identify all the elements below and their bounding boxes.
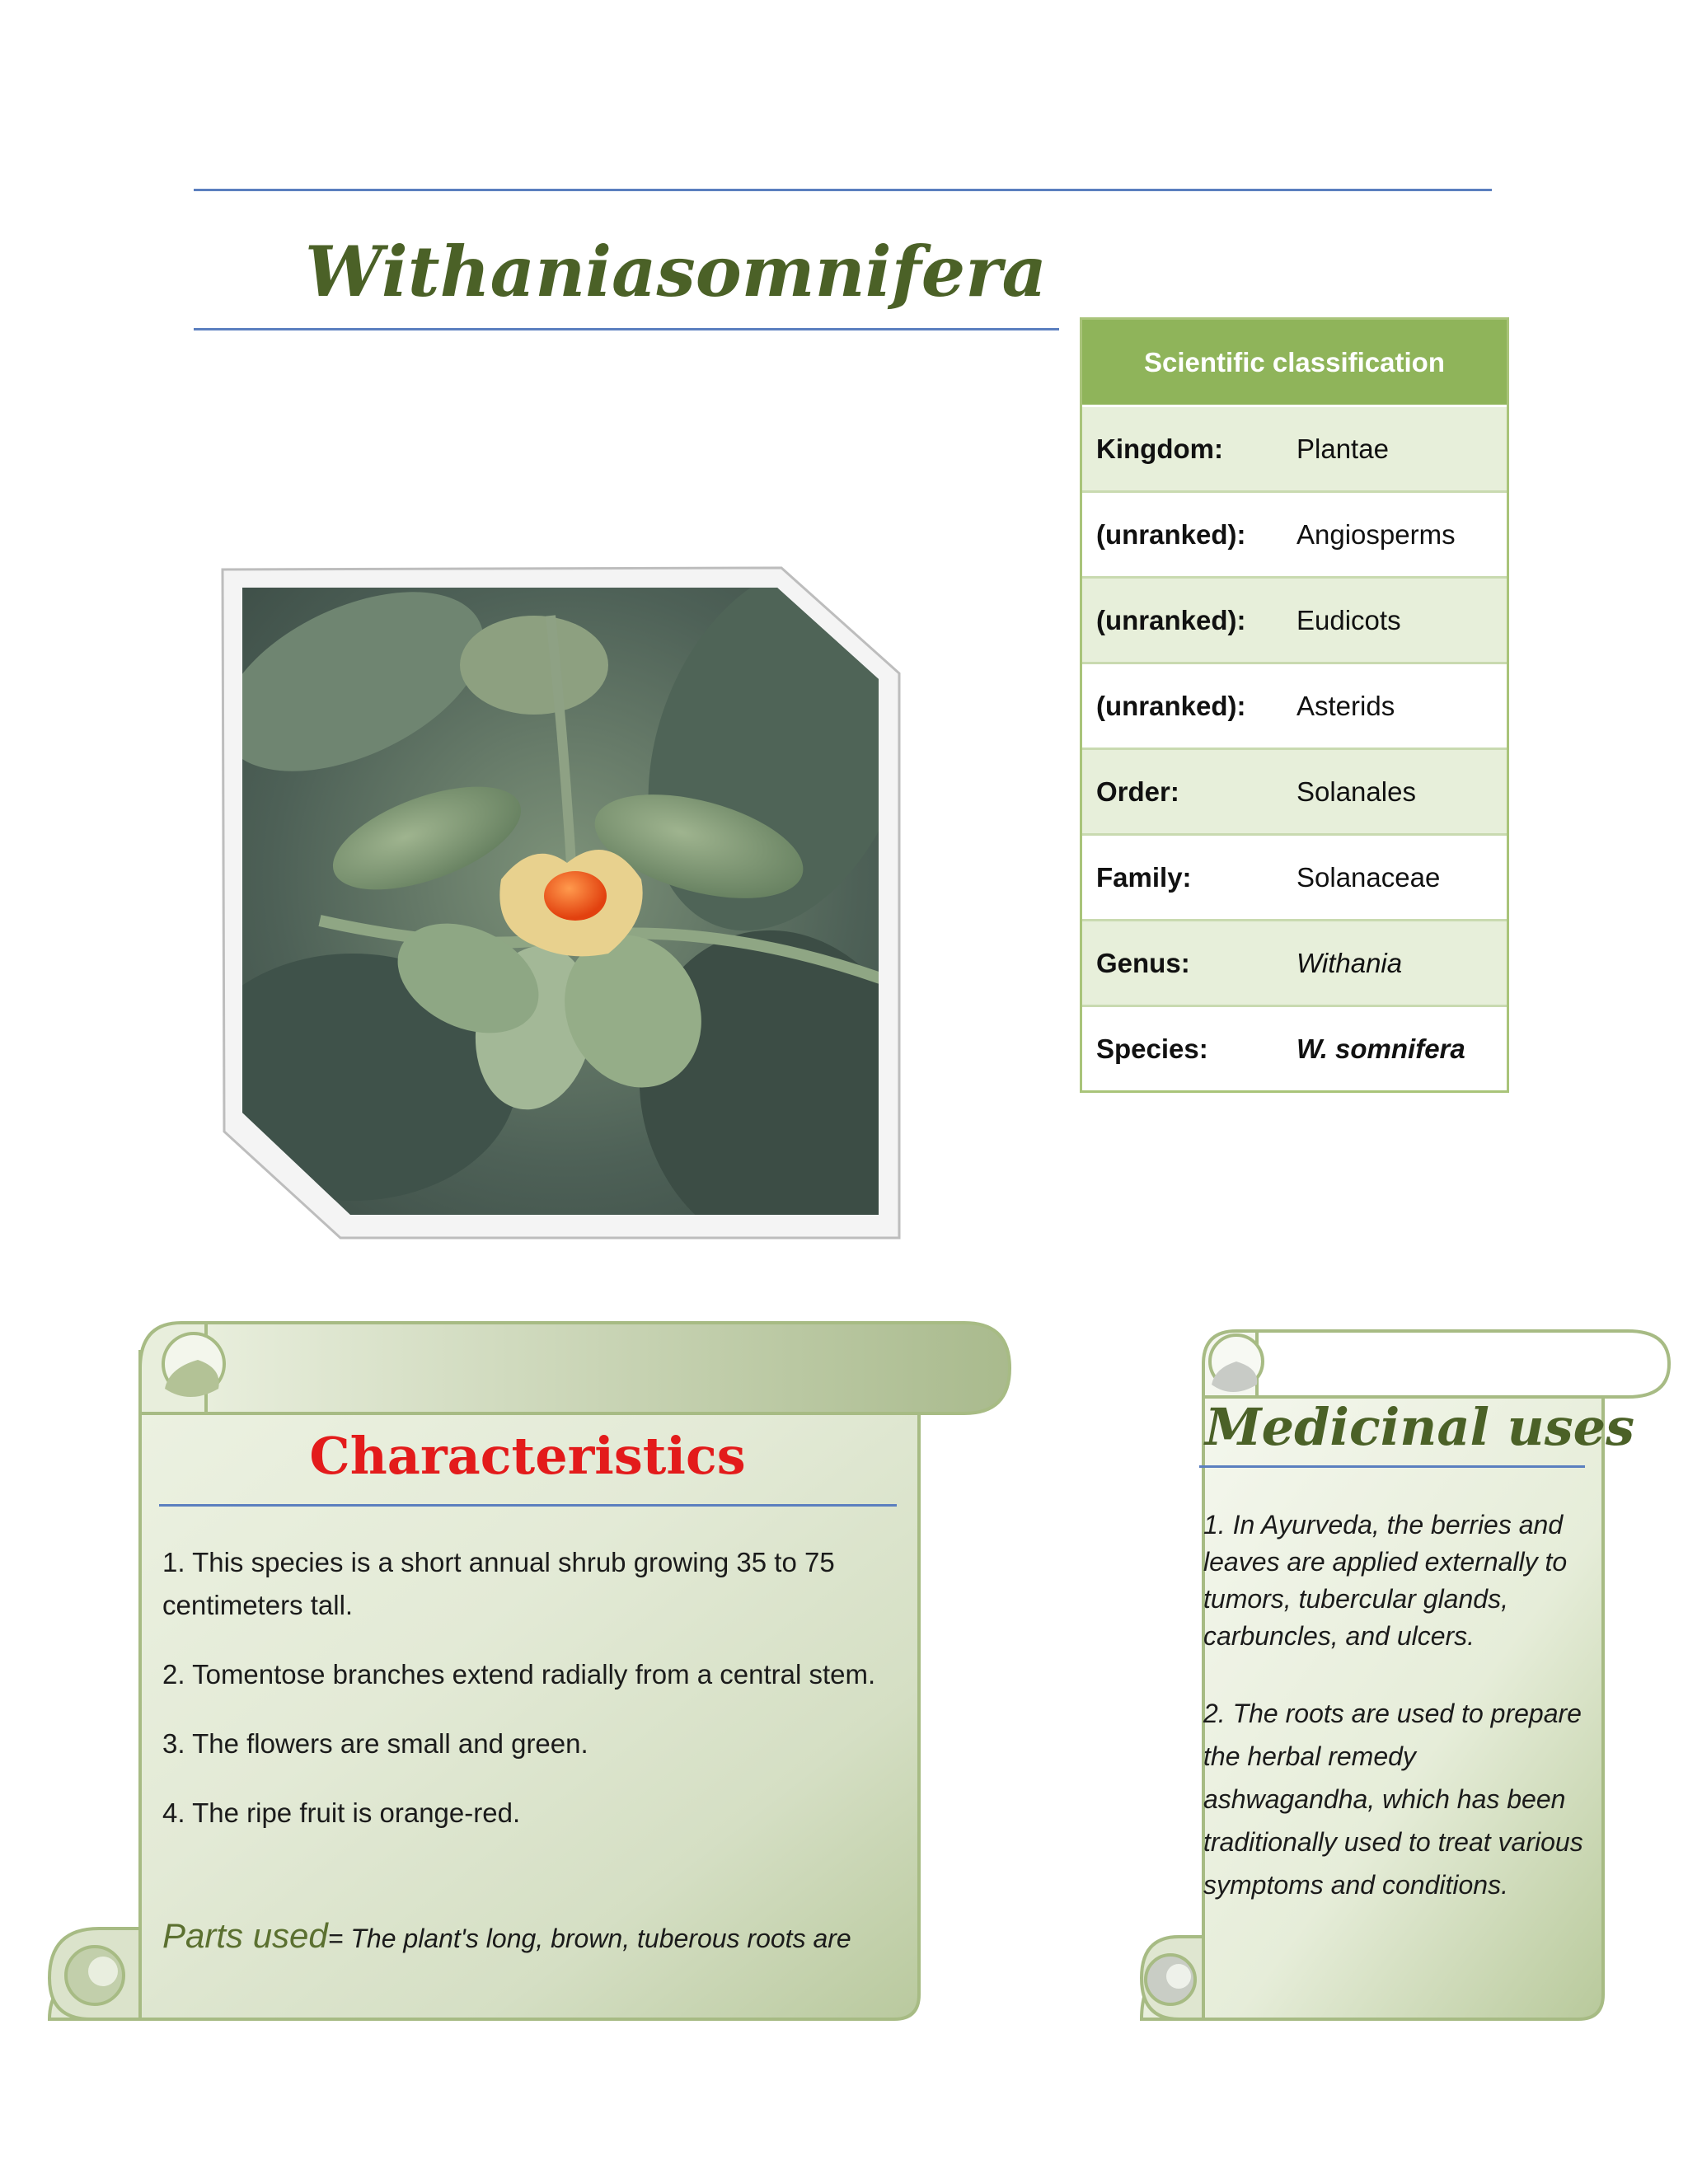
row-key: Order: — [1096, 776, 1179, 807]
classification-heading: Scientific classification — [1082, 320, 1507, 405]
row-value: W. somnifera — [1296, 1033, 1465, 1064]
characteristics-heading: Characteristics — [309, 1426, 746, 1486]
characteristics-underline — [159, 1504, 897, 1507]
row-key: (unranked): — [1096, 518, 1246, 550]
row-value: Angiosperms — [1296, 518, 1456, 550]
row-key: (unranked): — [1096, 690, 1246, 721]
list-item: 2. The roots are used to prepare the herbal remedy ashwagandha, which has been traditionally used to treat various symptoms and conditions. — [1203, 1699, 1583, 1900]
row-key: (unranked): — [1096, 604, 1246, 635]
row-key: Family: — [1096, 861, 1192, 893]
list-item: 1. In Ayurveda, the berries and leaves are applied externally to tumors, tubercular glands, carbuncles, and ulcers. — [1203, 1510, 1568, 1651]
medicinal-underline — [1199, 1465, 1585, 1468]
list-item: 1. This species is a short annual shrub growing 35 to 75 centimeters tall. — [162, 1547, 835, 1620]
row-value: Solanales — [1296, 776, 1416, 807]
parts-used-label: Parts used — [162, 1916, 328, 1955]
parts-used-text: = The plant's long, brown, tuberous roots are — [327, 1924, 851, 1953]
row-value: Eudicots — [1296, 604, 1401, 635]
page-title: Withaniasomnifera — [305, 231, 1047, 312]
medicinal-list — [1203, 1507, 1591, 1906]
list-item: 2. Tomentose branches extend radially from a central stem. — [162, 1659, 876, 1690]
list-item: 3. The flowers are small and green. — [162, 1728, 588, 1759]
row-value: Plantae — [1296, 433, 1389, 464]
row-key: Genus: — [1096, 947, 1190, 978]
parts-used — [162, 1916, 851, 1956]
row-key: Species: — [1096, 1033, 1208, 1064]
row-key: Kingdom: — [1096, 433, 1223, 464]
row-value: Solanaceae — [1296, 861, 1441, 893]
medicinal-heading: Medicinal uses — [1205, 1397, 1635, 1457]
row-value: Withania — [1296, 947, 1403, 978]
characteristics-list — [162, 1541, 888, 1861]
row-value: Asterids — [1296, 690, 1395, 721]
list-item: 4. The ripe fruit is orange-red. — [162, 1797, 521, 1828]
